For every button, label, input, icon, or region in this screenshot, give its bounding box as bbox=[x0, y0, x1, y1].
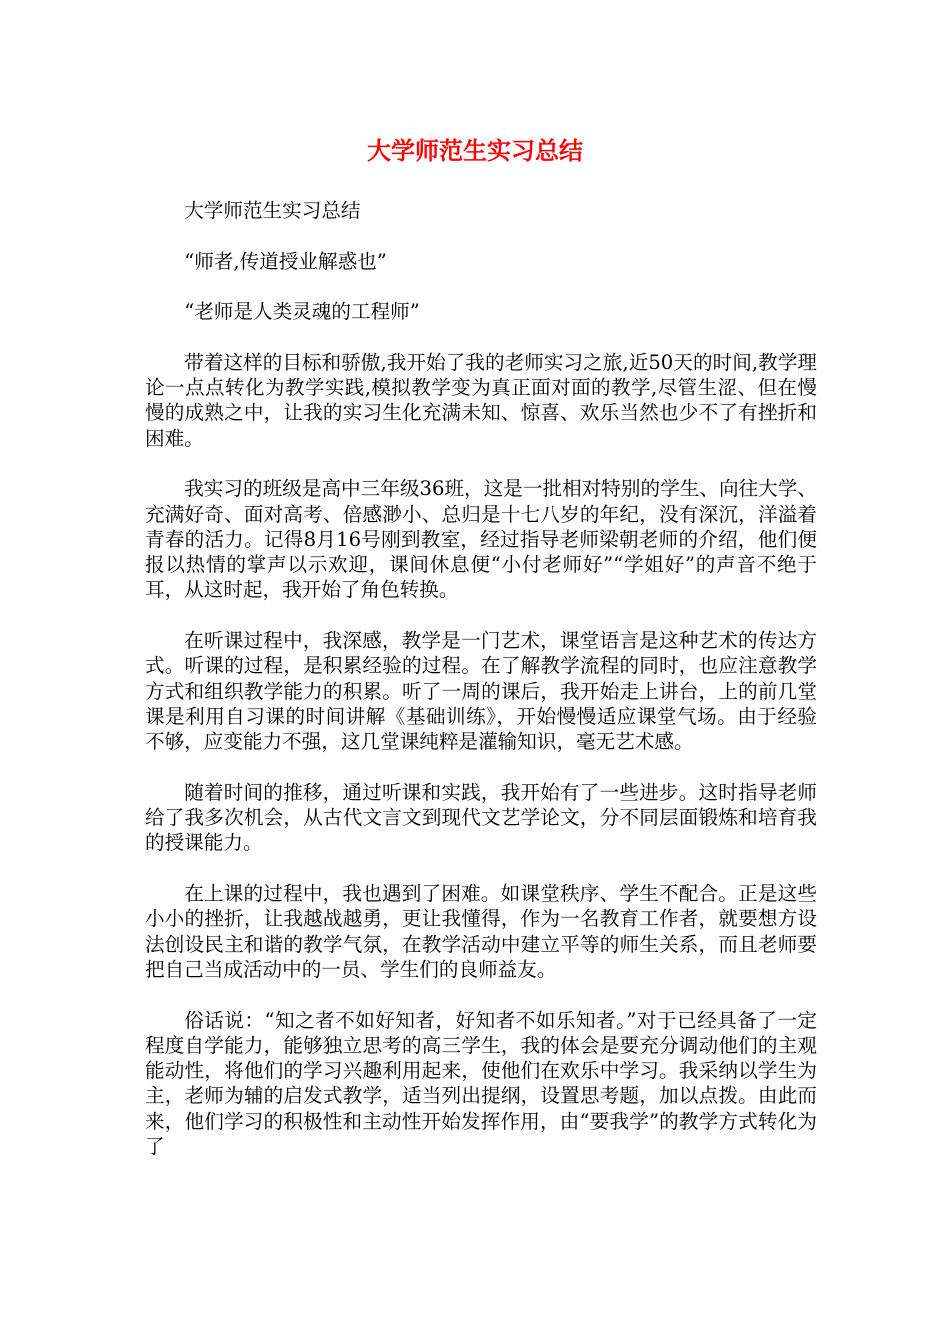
document-title: 大学师范生实习总结 bbox=[367, 137, 583, 165]
paragraph-quote-2: “老师是人类灵魂的工程师” bbox=[184, 300, 420, 324]
paragraph-subtitle: 大学师范生实习总结 bbox=[184, 199, 361, 222]
paragraph-difficulties: 在上课的过程中，我也遇到了困难。如课堂秩序、学生不配合。正是这些小小的挫折，让我越战越勇，更让我懂得，作为一名教育工作者，就要想方设法创设民主和谐的教学气氛，在教学活动中建立平等的师生关系，而且老师要把自己当成活动中的一员、学生们的良师益友。 bbox=[145, 882, 817, 981]
paragraph-progress: 随着时间的推移，通过听课和实践，我开始有了一些进步。这时指导老师给了我多次机会，从古代文言文到现代文艺学论文，分不同层面锻炼和培育我的授课能力。 bbox=[145, 780, 817, 855]
paragraph-observation: 在听课过程中，我深感，教学是一门艺术，课堂语言是这种艺术的传达方式。听课的过程，是积累经验的过程。在了解教学流程的同时，也应注意教学方式和组织教学能力的积累。听了一周的课后，我开始走上讲台，上的前几堂课是利用自习课的时间讲解《基础训练》，开始慢慢适应课堂气场。由于经验不够，应变能力不强，这几堂课纯粹是灌输知识，毫无艺术感。 bbox=[145, 629, 817, 754]
paragraph-method: 俗话说：“知之者不如好知者，好知者不如乐知者。”对于已经具备了一定程度自学能力，能够独立思考的高三学生，我的体会是要充分调动他们的主观能动性，将他们的学习兴趣利用起来，使他们在欢乐中学习。我采纳以学生为主，老师为辅的启发式教学，适当列出提纲，设置思考题，加以点拨。由此而来，他们学习的积极性和主动性开始发挥作用，由“要我学”的教学方式转化为了 bbox=[145, 1008, 817, 1158]
paragraph-class: 我实习的班级是高中三年级36班，这是一批相对特别的学生、向往大学、充满好奇、面对高考、倍感渺小、总归是十七八岁的年纪，没有深沉，洋溢着青春的活力。记得8月16号刚到教室，经过指导老师梁朝老师的介绍，他们便报以热情的掌声以示欢迎，课间休息便“小付老师好”“学姐好”的声音不绝于耳，从这时起，我开始了角色转换。 bbox=[145, 477, 817, 602]
paragraph-quote-1: “师者,传道授业解惑也” bbox=[184, 249, 387, 273]
document-body bbox=[145, 198, 817, 1159]
paragraph-intro: 带着这样的目标和骄傲,我开始了我的老师实习之旅,近50天的时间,教学理论一点点转化为教学实践,模拟教学变为真正面对面的教学,尽管生涩、但在慢慢的成熟之中，让我的实习生化充满未知、惊喜、欢乐当然也少不了有挫折和困难。 bbox=[145, 350, 817, 450]
